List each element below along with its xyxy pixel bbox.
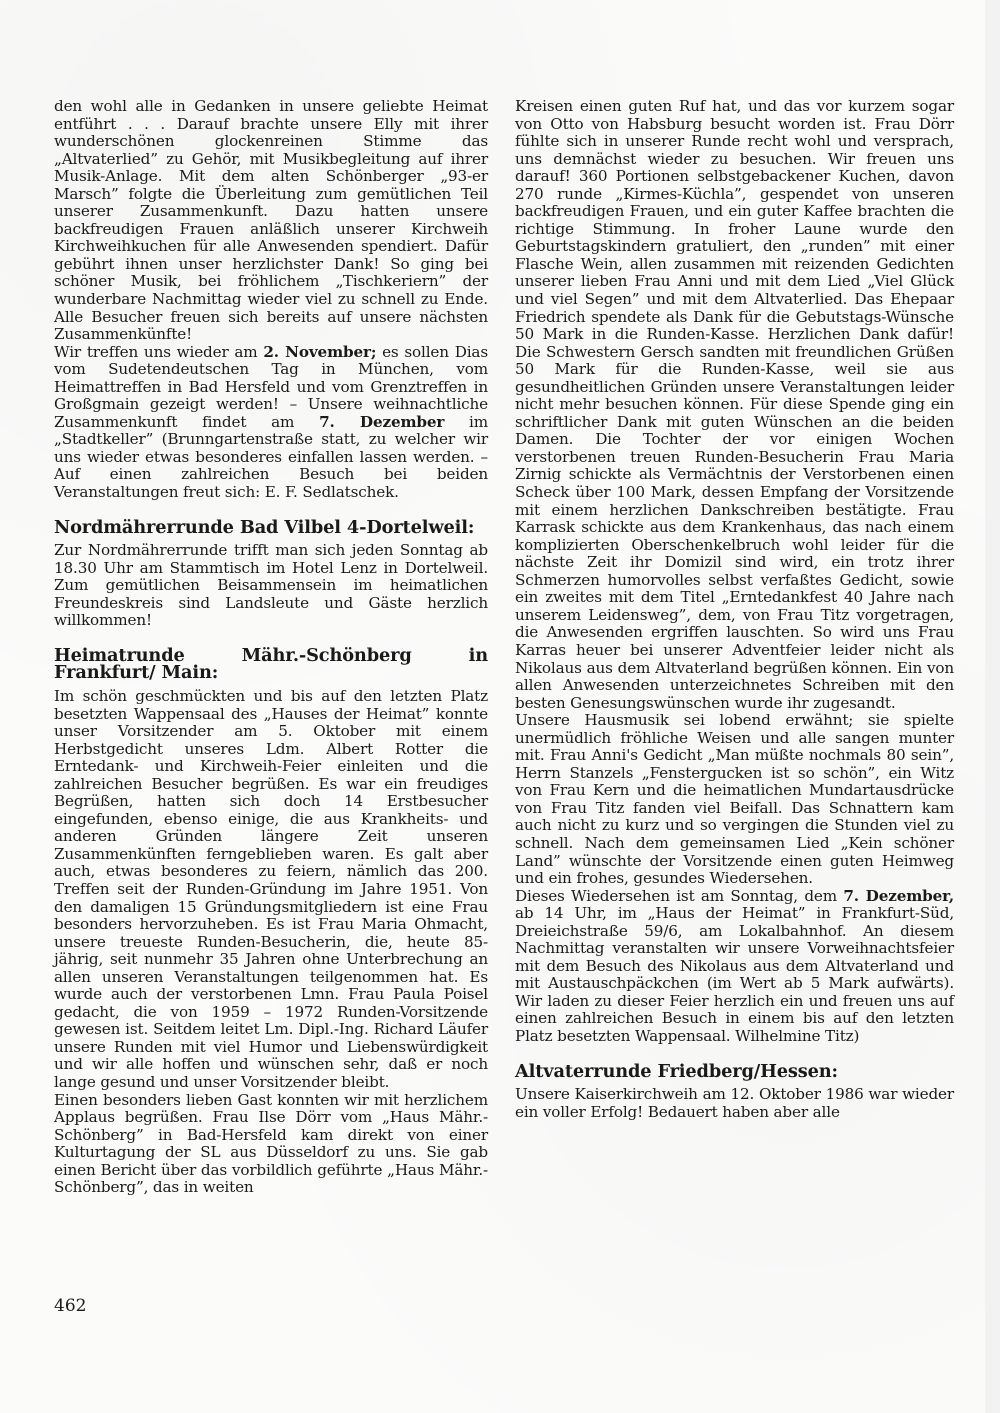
- paragraph-dortelweil: Zur Nordmährerrunde trifft man sich jeden Sonntag ab 18.30 Uhr am Stammtisch im Hotel Lenz in Dortelweil. Zum gemütlichen Beisammensein im heimatlichen Freundeskreis sind Landsleute und Gäste herzlich willkommen!: [54, 541, 488, 630]
- paragraph-friedberg: Unsere Kaiserkirchweih am 12. Oktober 1986 war wieder ein voller Erfolg! Bedauert haben aber alle: [515, 1085, 954, 1121]
- paragraph-next-meeting: Dieses Wiedersehen ist am Sonntag, dem 7. Dezember, ab 14 Uhr, im „Haus der Heimat” in Frankfurt-Süd, Dreieichstraße 59/6, am Lokalbahnhof. An diesem Nachmittag veranstalten wir unsere Vorweihnachtsfeier mit dem Besuch des Nikolaus aus dem Altvaterland und mit Austauschpäckchen (im Wert ab 5 Mark aufwärts). Wir laden zu dieser Feier herzlich ein und freuen uns auf einen zahlreichen Besuch in einem bis auf den letzten Platz besetzten Wappensaal. Wilhelmine Titz): [515, 886, 954, 1045]
- date-december: 7. Dezember: [319, 412, 445, 431]
- paragraph-hausmusik: Unsere Hausmusik sei lobend erwähnt; sie spielte unermüdlich fröhliche Weisen und alle sangen munter mit. Frau Anni's Gedicht „Man müßte nochmals 80 sein”, Herrn Stanzels „Fenstergucken ist so schön”, ein Witz von Frau Kern und die heimatlichen Mundartausdrücke von Frau Titz fanden viel Beifall. Das Schnattern kam auch nicht zu kurz und so vergingen die Stunden viel zu schnell. Nach dem gemeinsamen Lied „Kein schöner Land” wünschte der Vorsitzende einen guten Heimweg und ein frohes, gesundes Wiedersehen.: [515, 711, 954, 888]
- date-december: 7. Dezember,: [843, 886, 954, 905]
- right-column: [515, 98, 954, 1121]
- paragraph-frankfurt-1: Im schön geschmückten und bis auf den letzten Platz besetzten Wappensaal des „Hauses der Heimat” konnte unser Vorsitzender am 5. Oktober mit einem Herbstgedicht unseres Ldm. Albert Rotter die Erntedank- und Kirchweih-Feier einleiten und die zahlreichen Besucher begrüßen. Es war ein freudiges Begrüßen, hatten sich doch 14 Erstbesucher eingefunden, ebenso einige, die aus Krankheits- und anderen Gründen längere Zeit unseren Zusammenkünften ferngeblieben waren. Es galt aber auch, etwas besonderes zu feiern, nämlich das 200. Treffen seit der Runden-Gründung im Jahre 1951. Von den damaligen 15 Gründungsmitgliedern ist eine Frau besonders hervorzuheben. Es ist Frau Maria Ohmacht, unsere treueste Runden-Besucherin, die, heute 85-jährig, seit nunmehr 35 Jahren ohne Unterbrechung an allen unseren Veranstaltungen teilgenommen hat. Es wurde auch der verstorbenen Lmn. Frau Paula Poisel gedacht, die von 1959 – 1972 Runden-Vorsitzende gewesen ist. Seitdem leitet Lm. Dipl.-Ing. Richard Läufer unsere Runden mit viel Humor und Liebenswürdigkeit und wir alle hoffen und wünschen sehr, daß er noch lange gesund und unser Vorsitzender bleibt.: [54, 686, 488, 1091]
- section-heading-dortelweil: Nordmährerrunde Bad Vilbel 4-Dortelweil:: [54, 516, 475, 538]
- spacer: [515, 1046, 954, 1063]
- paragraph-frankfurt-2: Einen besonders lieben Gast konnten wir mit herzlichem Applaus begrüßen. Frau Ilse Dörr vom „Haus Mähr.-Schönberg” in Bad-Hersfeld kam direkt von einer Kulturtagung der SL aus Düsseldorf zu uns. Sie gab einen Bericht über das vorbildlich geführte „Haus Mähr.-Schönberg”, das in weiten: [54, 1090, 488, 1197]
- scan-edge: [985, 0, 1000, 1413]
- paragraph-next-meetings: Wir treffen uns wieder am 2. November; es sollen Dias vom Sudetendeutschen Tag in München, vom Heimattreffen in Bad Hersfeld und vom Grenztreffen in Großgmain gezeigt werden! – Unsere weihnachtliche Zusammenkunft findet am 7. Dezember im „Stadtkeller” (Brunngartenstraße statt, zu welcher wir uns wieder etwas besonderes einfallen lassen werden. – Auf einen zahlreichen Besuch bei beiden Veranstaltungen freut sich: E. F. Sedlatschek.: [54, 342, 488, 502]
- page-number: 462: [54, 1296, 87, 1316]
- paragraph-intro: den wohl alle in Gedanken in unsere geliebte Heimat entführt . . . Darauf brachte unsere Elly mit ihrer wunderschönen glockenreinen Stimme das „Altvaterlied” zu Gehör, mit Musikbegleitung auf ihrer Musik-Anlage. Mit dem alten Schönberger „93-er Marsch” folgte die Überleitung zum gemütlichen Teil unserer Zusammenkunft. Dazu hatten unsere backfreudigen Frauen anläßlich unserer Kirchweih Kirchweihkuchen für alle Anwesenden spendiert. Dafür gebührt ihnen unser herzlichster Dank! So ging bei schöner Musik, bei fröhlichem „Tischkeriern” der wunderbare Nachmittag wieder viel zu schnell zu Ende. Alle Besucher freuen sich bereits auf unsere nächsten Zusammenkünfte!: [54, 97, 488, 344]
- left-column: [54, 98, 488, 1197]
- paragraph-continued: Kreisen einen guten Ruf hat, und das vor kurzem sogar von Otto von Habsburg besucht worden ist. Frau Dörr fühlte sich in unserer Runde recht wohl und versprach, uns demnächst wieder zu besuchen. Wir freuen uns darauf! 360 Portionen selbstgebackener Kuchen, davon 270 runde „Kirmes-Küchla”, gespendet von unseren backfreudigen Frauen, und ein guter Kaffee brachten die richtige Stimmung. In froher Laune wurde den Geburtstagskindern gratuliert, den „runden” mit einer Flasche Wein, allen zusammen mit reizenden Gedichten unserer lieben Frau Anni und mit dem Lied „Viel Glück und viel Segen” und mit dem Altvaterlied. Das Ehepaar Friedrich spendete als Dank für die Gebutstags-Wünsche 50 Mark in die Runden-Kasse. Herzlichen Dank dafür! Die Schwestern Gersch sandten mit freundlichen Grüßen 50 Mark für die Runden-Kasse, weil sie aus gesundheitlichen Gründen unsere Veranstaltungen leider nicht mehr besuchen können. Für diese Spende ging ein schriftlicher Dank mit guten Wünschen an die beiden Damen. Die Tochter der vor einigen Wochen verstorbenen treuen Runden-Besucherin Frau Maria Zirnig schickte als Vermächtnis der Verstorbenen einen Scheck über 100 Mark, dessen Empfang der Vorsitzende mit einem herzlichen Dankschreiben bestätigte. Frau Karrask schickte aus dem Krankenhaus, das nach einem komplizierten Oberschenkelbruch wohl leider für die nächste Zeit ihr Domizil sind wird, ein trotz ihrer Schmerzen humorvolles selbst verfaßtes Gedicht, sowie ein zweites mit dem Titel „Erntedankfest 40 Jahre nach unserem Leidensweg”, dem, von Frau Titz vorgetragen, die Anwesenden ergriffen lauschten. So wird uns Frau Karras heuer bei unserer Adventfeier leider nicht als Nikolaus aus dem Altvaterland begrüßen können. Ein von allen Anwesenden unterzeichnetes Schreiben mit den besten Genesungswünschen wurde ihr zugesandt.: [515, 97, 954, 712]
- section-heading-friedberg: Altvaterrunde Friedberg/Hessen:: [515, 1060, 838, 1082]
- section-heading-frankfurt: Heimatrunde Mähr.-Schönberg in Frankfurt/ Main:: [54, 644, 488, 684]
- date-november: 2. November;: [263, 342, 377, 361]
